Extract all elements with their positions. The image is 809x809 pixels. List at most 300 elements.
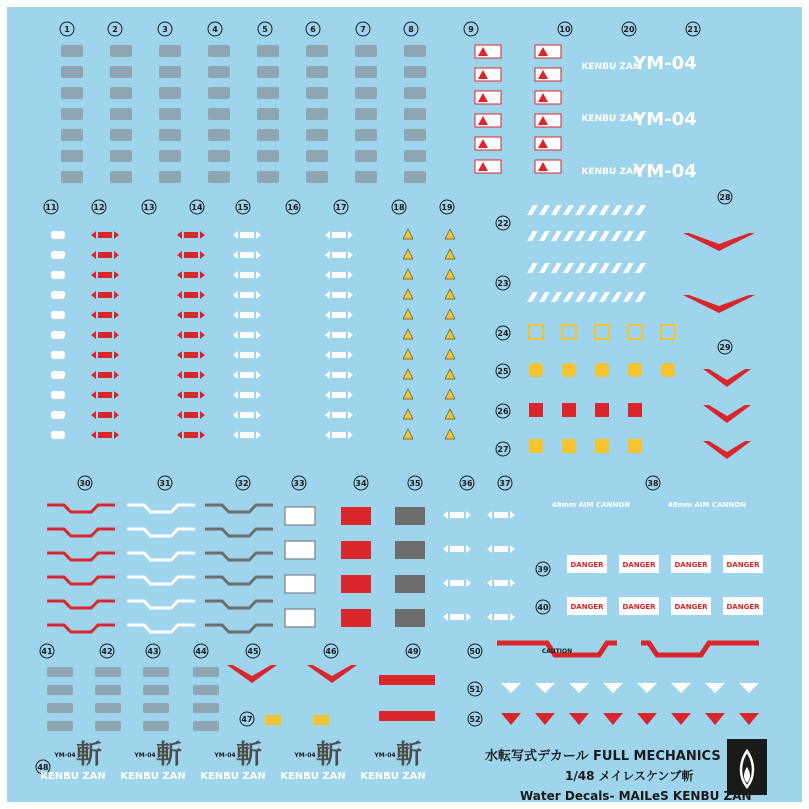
arrow-right-icon [114,291,119,299]
hazard-bar [611,292,622,302]
arrow-left-icon [443,613,448,621]
grey-panel-decal [395,541,425,559]
danger-frame [535,160,561,173]
kenbu-zan-logo: KENBU ZAN [581,114,641,124]
danger-label: DANGER [674,561,708,569]
arrow-bar [98,332,112,338]
danger-decal [535,114,561,127]
decal-number: 20 [623,25,635,34]
ym04-logo: YM-04 [633,53,697,74]
grey-decal [355,87,377,99]
chevron-stripe-icon [47,601,115,608]
arrow-left-icon [91,411,96,419]
kanji-logo: 斬 [235,740,263,770]
decal-number-badge [356,22,370,36]
grey-decal [355,129,377,141]
grey-decal [61,66,83,78]
decal-number-badge [536,600,550,614]
danger-decal [535,91,561,104]
decal-number: 9 [468,25,474,34]
white-panel-decal [285,541,315,559]
grey-decal [306,45,328,57]
decal-number-badge [292,476,306,490]
arrow-bar [184,332,198,338]
arrow-bar [450,512,464,518]
arrow-bar [98,392,112,398]
hazard-bar [539,231,550,241]
decal-number: 45 [247,647,259,656]
decal-number-badge [496,442,510,456]
arrow-right-icon [348,431,353,439]
arrow-right-icon [114,351,119,359]
danger-label-decal [567,555,607,573]
red-decal [529,403,543,417]
hazard-bar [635,292,646,302]
arrow-right-icon [200,351,205,359]
danger-frame [535,68,561,81]
cannon-label: 48mm AIM CANNON [551,501,631,509]
white-panel-decal [285,575,315,593]
white-triangle-decal [671,683,691,693]
decal-number: 34 [355,479,367,488]
arrow-bar [494,614,508,620]
warning-triangle-icon [445,229,455,239]
arrow-left-icon [91,331,96,339]
arrow-right-icon [256,351,261,359]
arrow-bar [332,272,346,278]
ym04-logo: YM-04 [633,109,697,130]
arrow-right-icon [510,613,515,621]
decal-number-badge [558,22,572,36]
grey-decal [257,129,279,141]
decal-number: 23 [497,279,509,288]
decal-number: 44 [195,647,207,656]
chevron-stripe-icon [127,601,195,608]
arrow-left-icon [91,371,96,379]
grey-decal [306,87,328,99]
decal-number: 40 [537,603,549,612]
decal-number: 50 [469,647,481,656]
arrow-left-icon [233,311,238,319]
danger-label: DANGER [726,603,760,611]
decal-number-badge [468,712,482,726]
arrow-left-icon [177,331,182,339]
decal-sheet [7,7,802,802]
danger-frame [535,45,561,58]
chevron-stripe-icon [205,577,273,584]
decal-number: 12 [93,203,105,212]
red-bar-decal [379,711,435,721]
yellow-decal [628,325,642,339]
arrow-right-icon [348,351,353,359]
arrow-right-icon [466,613,471,621]
yellow-decal [661,363,675,377]
grey-decal [47,685,73,695]
arrow-left-icon [177,231,182,239]
chevron-stripe-icon [205,625,273,632]
arrow-left-icon [325,351,330,359]
grey-decal [193,703,219,713]
chevron-stripe-icon [205,553,273,560]
danger-frame [535,91,561,104]
white-triangle-decal [501,683,521,693]
hazard-bar [527,231,538,241]
white-triangle-decal [705,683,725,693]
decal-number-badge [190,200,204,214]
grey-decal [159,108,181,120]
chevron-stripe-icon [127,553,195,560]
hazard-bar [527,292,538,302]
arrow-bar [98,312,112,318]
arrow-right-icon [200,311,205,319]
arrow-left-icon [91,251,96,259]
decal-number-badge [406,644,420,658]
arrow-right-icon [114,251,119,259]
hazard-bar [587,292,598,302]
hazard-bar [563,205,574,215]
arrow-bar [332,252,346,258]
decal-number: 6 [310,25,316,34]
decal-number-badge [236,476,250,490]
hazard-bar [563,231,574,241]
warning-triangle-icon [445,249,455,259]
grey-decal [110,66,132,78]
arrow-right-icon [256,271,261,279]
arrow-bar [98,232,112,238]
v-stripe-icon [703,405,751,423]
decal-number-badge [334,200,348,214]
arrow-left-icon [325,391,330,399]
arrow-left-icon [91,351,96,359]
red-triangle-decal [569,713,589,725]
arrow-right-icon [348,411,353,419]
arrow-left-icon [177,271,182,279]
arrow-left-icon [443,511,448,519]
grey-decal [208,150,230,162]
arrow-right-icon [114,431,119,439]
danger-label-decal [619,597,659,615]
arrow-left-icon [325,251,330,259]
caption-title: 水転写式デカール FULL MECHANICS [485,749,721,764]
yellow-decal [628,439,642,453]
red-decal [628,403,642,417]
decal-number: 21 [687,25,699,34]
white-triangle-decal [739,683,759,693]
warning-triangle-icon [403,389,413,399]
yellow-decal [595,363,609,377]
yellow-decal [595,325,609,339]
white-tag-decal [51,251,65,259]
grey-decal [355,171,377,183]
grey-decal [95,721,121,731]
grey-panel-decal [395,575,425,593]
decal-number-badge [496,326,510,340]
arrow-right-icon [510,511,515,519]
chevron-stripe-icon [47,553,115,560]
grey-panel-decal [395,507,425,525]
arrow-left-icon [487,545,492,553]
hazard-bar [599,263,610,273]
danger-label-decal [671,597,711,615]
danger-decal [475,91,501,104]
arrow-right-icon [200,371,205,379]
grey-panel-decal [395,609,425,627]
hazard-bar [527,263,538,273]
white-triangle-decal [637,683,657,693]
arrow-bar [240,412,254,418]
danger-decal [535,45,561,58]
arrow-left-icon [91,231,96,239]
chevron-stripe-icon [205,529,273,536]
red-triangle-decal [671,713,691,725]
grey-decal [61,45,83,57]
decal-number-badge [60,22,74,36]
decal-number: 38 [647,479,659,488]
grey-decal [404,150,426,162]
arrow-right-icon [114,271,119,279]
red-triangle-decal [705,713,725,725]
decal-number: 46 [325,647,337,656]
arrow-bar [98,252,112,258]
arrow-left-icon [233,331,238,339]
white-tag-decal [51,351,65,359]
grey-decal [208,87,230,99]
arrow-right-icon [348,231,353,239]
danger-decal [475,137,501,150]
decal-number: 48 [37,763,49,772]
white-triangle-decal [569,683,589,693]
arrow-left-icon [325,271,330,279]
flame-logo-icon [727,739,767,795]
decal-number-badge [354,476,368,490]
grey-decal [257,66,279,78]
arrow-right-icon [510,579,515,587]
warning-triangle-icon [445,349,455,359]
warning-triangle-icon [403,229,413,239]
grey-decal [193,685,219,695]
arrow-right-icon [348,331,353,339]
grey-decal [143,667,169,677]
decal-number-badge [92,200,106,214]
danger-decal [475,160,501,173]
arrow-left-icon [325,431,330,439]
hazard-bar [623,231,634,241]
arrow-bar [184,312,198,318]
hazard-bar [539,263,550,273]
arrow-bar [332,372,346,378]
warning-triangle-icon [403,249,413,259]
danger-decal [535,68,561,81]
arrow-bar [184,412,198,418]
decal-number: 30 [79,479,91,488]
warning-triangle-icon [445,329,455,339]
arrow-bar [184,232,198,238]
danger-label-decal [723,555,763,573]
warning-triangle-icon [403,289,413,299]
hazard-bar [611,231,622,241]
decal-number-badge [324,644,338,658]
arrow-left-icon [325,231,330,239]
warning-triangle-icon [445,369,455,379]
arrow-right-icon [114,371,119,379]
arrow-bar [332,432,346,438]
arrow-left-icon [443,579,448,587]
decal-number-badge [496,276,510,290]
arrow-bar [240,232,254,238]
grey-decal [208,129,230,141]
danger-frame [475,45,501,58]
decal-number: 49 [407,647,419,656]
arrow-bar [240,372,254,378]
decal-number: 27 [497,445,509,454]
hazard-bar [539,292,550,302]
v-stripe-icon [683,295,755,313]
arrow-left-icon [325,291,330,299]
decal-number-badge [146,644,160,658]
arrow-right-icon [200,251,205,259]
arrow-left-icon [487,511,492,519]
decal-number: 39 [537,565,549,574]
arrow-bar [494,580,508,586]
decal-number: 10 [559,25,571,34]
grey-decal [143,685,169,695]
arrow-bar [240,352,254,358]
arrow-bar [240,252,254,258]
decal-number: 16 [287,203,299,212]
decal-number-badge [208,22,222,36]
arrow-left-icon [233,371,238,379]
v-stripe-icon [703,441,751,459]
yellow-decal [529,363,543,377]
kanji-logo: 斬 [315,740,343,770]
danger-frame [535,114,561,127]
caption-product: Water Decals- MAILeS KENBU ZAN [520,789,752,803]
grey-decal [159,150,181,162]
grey-decal [257,150,279,162]
decal-number: 47 [241,715,253,724]
arrow-left-icon [325,311,330,319]
danger-label-decal [723,597,763,615]
grey-decal [404,45,426,57]
hazard-bar [575,263,586,273]
red-panel-decal [341,609,371,627]
decal-number: 24 [497,329,509,338]
decal-number: 42 [101,647,113,656]
warning-triangle-icon [445,269,455,279]
hazard-bar [551,231,562,241]
decal-number-badge [646,476,660,490]
arrow-right-icon [510,545,515,553]
arrow-bar [184,252,198,258]
arrow-left-icon [177,311,182,319]
warning-triangle-icon [403,269,413,279]
red-frame-decal [641,643,759,655]
grey-decal [208,66,230,78]
decal-number: 4 [212,25,218,34]
danger-frame [475,160,501,173]
arrow-left-icon [177,431,182,439]
arrow-bar [332,392,346,398]
arrow-left-icon [177,251,182,259]
decal-number: 7 [360,25,366,34]
arrow-bar [184,272,198,278]
decal-number: 35 [409,479,421,488]
hazard-bar [599,292,610,302]
grey-decal [110,171,132,183]
hazard-bar [599,231,610,241]
grey-decal [404,87,426,99]
warning-triangle-icon [445,429,455,439]
decal-number: 1 [64,25,70,34]
arrow-right-icon [348,311,353,319]
arrow-left-icon [233,351,238,359]
arrow-bar [184,392,198,398]
arrow-right-icon [256,311,261,319]
arrow-left-icon [91,271,96,279]
grey-decal [404,66,426,78]
grey-decal [143,721,169,731]
caution-label: CAUTION [541,648,573,655]
arrow-left-icon [91,311,96,319]
yellow-decal [529,325,543,339]
grey-decal [208,171,230,183]
decal-number: 26 [497,407,509,416]
arrow-bar [332,412,346,418]
arrow-right-icon [466,545,471,553]
grey-decal [110,108,132,120]
arrow-bar [184,432,198,438]
kanji-logo: 斬 [395,740,423,770]
danger-label-decal [671,555,711,573]
arrow-right-icon [348,271,353,279]
warning-triangle-icon [403,329,413,339]
decal-number: 28 [719,193,731,202]
hazard-bar [575,231,586,241]
red-decal [595,403,609,417]
danger-label: DANGER [622,603,656,611]
hazard-stripe-icon [527,205,646,215]
decal-number-badge [498,476,512,490]
grey-decal [257,87,279,99]
arrow-left-icon [233,431,238,439]
decal-number-badge [246,644,260,658]
decal-number: 22 [497,219,509,228]
arrow-bar [332,292,346,298]
warning-triangle-icon [403,349,413,359]
danger-decal [475,68,501,81]
arrow-left-icon [177,291,182,299]
ym04-small-label: YM-04 [214,752,236,759]
grey-decal [110,129,132,141]
caption-scale: 1/48 メイレスケンブ斬 [565,769,694,783]
kenbu-zan-logo: KENBU ZAN [581,167,641,177]
hazard-bar [551,263,562,273]
decal-number-badge [496,404,510,418]
chevron-stripe-icon [205,505,273,512]
white-tag-decal [51,271,65,279]
warning-triangle-icon [445,389,455,399]
arrow-right-icon [348,291,353,299]
decal-number-badge [468,682,482,696]
decal-number-badge [622,22,636,36]
danger-label-decal [567,597,607,615]
red-triangle-decal [603,713,623,725]
grey-decal [306,171,328,183]
decal-number-badge [236,200,250,214]
arrow-bar [240,332,254,338]
grey-decal [110,87,132,99]
decal-number-badge [78,476,92,490]
